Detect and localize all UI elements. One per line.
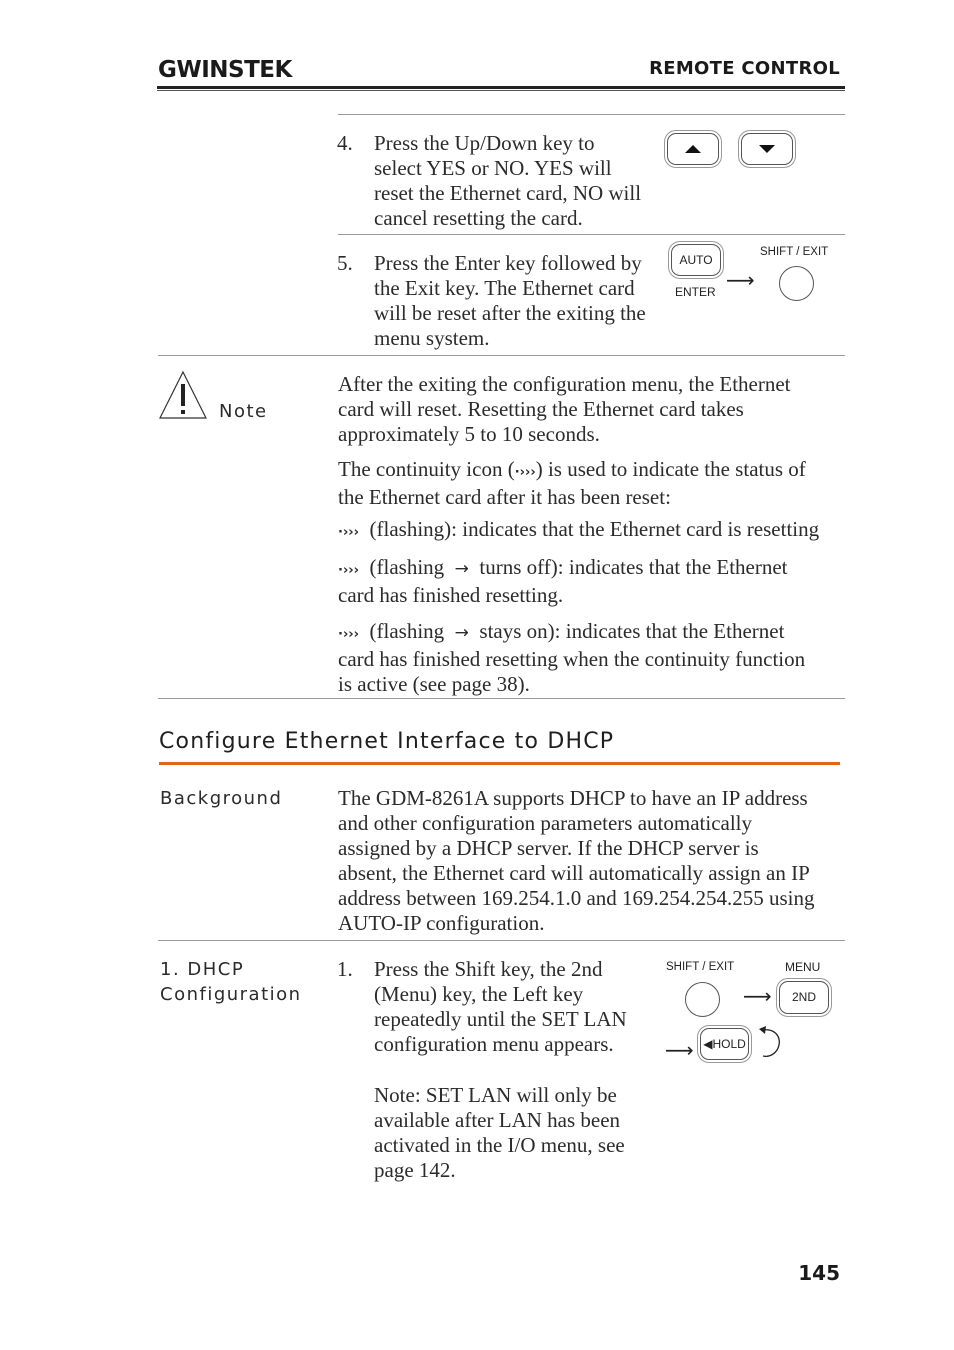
background-label: Background xyxy=(160,788,283,809)
triangle-up-icon xyxy=(668,134,718,164)
note-label: Note xyxy=(219,401,268,422)
header-section-title: REMOTE CONTROL xyxy=(649,58,840,79)
table-divider xyxy=(158,940,845,941)
section-title: Configure Ethernet Interface to DHCP xyxy=(159,729,615,754)
arrow-right-icon: → xyxy=(454,559,469,579)
continuity-icon: ·››› xyxy=(338,627,360,642)
up-key-button[interactable] xyxy=(667,133,719,165)
note-paragraph-1: After the exiting the configuration menu, the Ethernet card will reset. Resetting the Ethernet card takes approximately 5 to 10 seconds. xyxy=(338,372,791,446)
table-divider xyxy=(338,234,845,235)
table-divider xyxy=(338,114,845,115)
second-key-label: 2ND xyxy=(791,990,816,1004)
down-key-button[interactable] xyxy=(741,133,793,165)
table-divider xyxy=(158,355,845,356)
section-accent-rule xyxy=(159,762,840,765)
continuity-icon: ·››› xyxy=(338,563,360,578)
continuity-icon: ·››› xyxy=(514,465,536,480)
note-paragraph-2: The continuity icon (·›››) is used to indicate the status of the Ethernet card after it has been reset: xyxy=(338,457,806,509)
shift-exit-key-label: SHIFT / EXIT xyxy=(760,246,829,258)
svg-text:GWINSTEK: GWINSTEK xyxy=(158,57,292,83)
auto-key-label: AUTO xyxy=(679,253,713,267)
continuity-icon: ·››› xyxy=(338,525,360,540)
arrow-right-icon: → xyxy=(454,623,469,643)
repeat-arrow-icon xyxy=(755,1024,785,1065)
arrow-right-icon: ⟶ xyxy=(726,268,755,292)
triangle-down-icon xyxy=(742,134,792,164)
background-text: The GDM-8261A supports DHCP to have an IP address and other configuration parameters automatically assigned by a DHCP server. If the DHCP server is absent, the Ethernet card will automatically assign an IP address between 169.254.1.0 and 169.254.254.255 using AUTO-IP configuration. xyxy=(338,786,815,935)
dhcp-step-note: Note: SET LAN will only be available after LAN has been activated in the I/O menu, see page 142. xyxy=(374,1083,625,1182)
table-divider xyxy=(158,698,845,699)
header-rule-thin xyxy=(157,90,845,91)
header-rule xyxy=(157,86,845,89)
step-4-number: 4. xyxy=(337,131,353,155)
left-arrow-icon: ◀ xyxy=(703,1037,713,1051)
dhcp-step-number: 1. xyxy=(337,957,353,981)
warning-icon xyxy=(158,370,208,425)
note-item-2: ·››› (flashing → turns off): indicates that the Ethernet card has finished resetting. xyxy=(338,555,788,607)
auto-enter-key-button[interactable] xyxy=(671,244,721,276)
arrow-right-icon: ⟶ xyxy=(665,1038,694,1062)
arrow-right-icon: ⟶ xyxy=(743,984,772,1008)
note-item-3: ·››› (flashing → stays on): indicates that the Ethernet card has finished resetting when the continuity function is active (see page 38). xyxy=(338,619,806,696)
note-item-1: ·››› (flashing): indicates that the Ethernet card is resetting xyxy=(338,517,820,541)
shift-exit-key-button[interactable] xyxy=(685,982,720,1017)
page-number: 145 xyxy=(798,1261,840,1285)
step-4-text: Press the Up/Down key to select YES or NO. YES will reset the Ethernet card, NO will cancel resetting the card. xyxy=(374,131,642,230)
brand-logo xyxy=(158,55,292,83)
second-menu-key-button[interactable] xyxy=(779,981,829,1014)
menu-key-label: MENU xyxy=(785,960,821,974)
step-5-number: 5. xyxy=(337,251,353,275)
dhcp-step-text: Press the Shift key, the 2nd (Menu) key, the Left key repeatedly until the SET LAN configuration menu appears. xyxy=(374,957,627,1056)
step-5-text: Press the Enter key followed by the Exit key. The Ethernet card will be reset after the exiting the menu system. xyxy=(374,251,646,350)
shift-exit-key-label: SHIFT / EXIT xyxy=(666,961,735,973)
dhcp-label: 1. DHCP Configuration xyxy=(160,959,302,1005)
hold-key-label: HOLD xyxy=(712,1037,746,1051)
enter-key-label: ENTER xyxy=(675,285,716,299)
left-hold-key-button[interactable] xyxy=(700,1028,749,1060)
gwinstek-logo-icon xyxy=(158,55,292,83)
shift-exit-key-button[interactable] xyxy=(779,266,814,301)
